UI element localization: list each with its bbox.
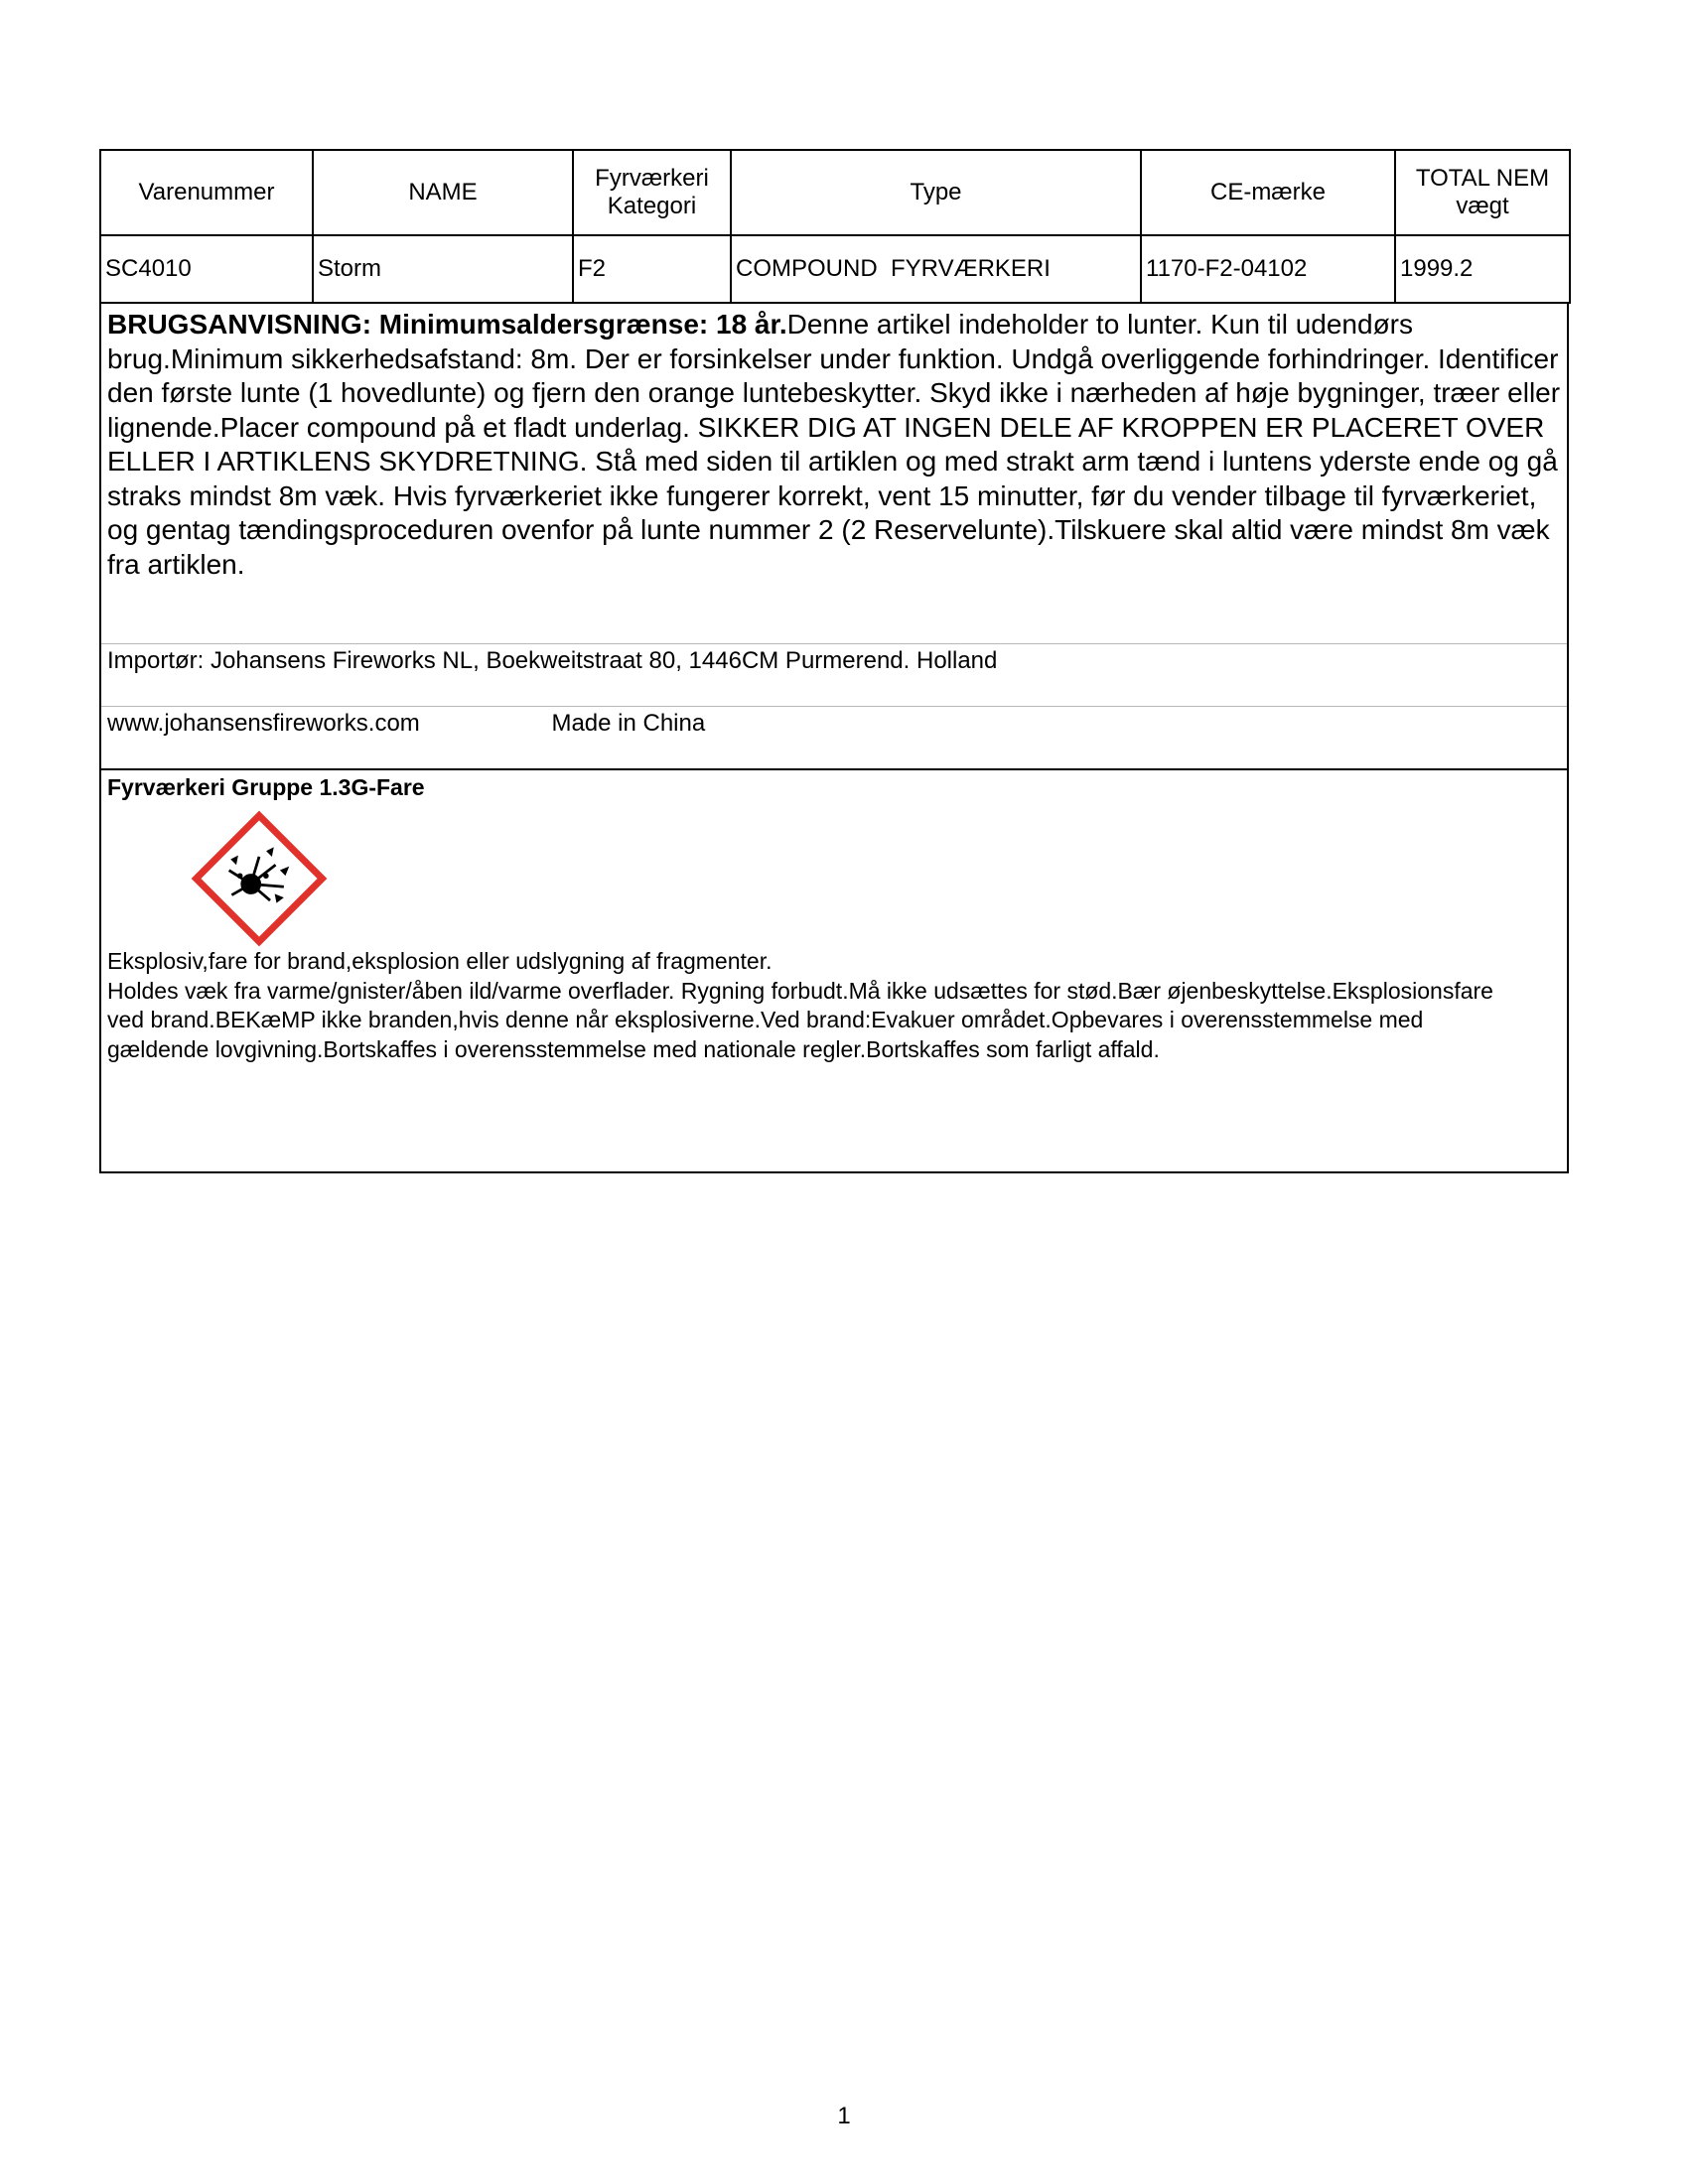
header-ce-maerke: CE-mærke <box>1141 150 1395 235</box>
product-table <box>99 149 1571 304</box>
explosive-ghs-icon <box>191 810 328 947</box>
cell-ce-maerke: 1170-F2-04102 <box>1141 235 1395 303</box>
instructions-lead: BRUGSANVISNING: Minimumsaldersgrænse: 18 år. <box>107 309 787 340</box>
cell-varenummer: SC4010 <box>100 235 313 303</box>
hazard-title: Fyrværkeri Gruppe 1.3G-Fare <box>107 774 425 800</box>
table-header-row <box>100 150 1570 235</box>
importer-line <box>101 643 1567 706</box>
header-type: Type <box>731 150 1141 235</box>
instructions-body: Denne artikel indeholder to lunter. Kun til udendørs brug.Minimum sikkerhedsafstand: 8m. Der er forsinkelser under funktion. Undgå overliggende forhindringer. Identificer den første lunte (1 hovedlunte) og fjern den orange luntebeskytter. Skyd ikke i nærheden af høje bygninger, træer eller lignende.Placer compound på et fladt underlag. SIKKER DIG AT INGEN DELE AF KROPPEN ER PLACERET OVER ELLER I ARTIKLENS SKYDRETNING. Stå med siden til artiklen og med strakt arm tænd i luntens yderste ende og gå straks mindst 8m væk. Hvis fyrværkeriet ikke fungerer korrekt, vent 15 minutter, før du vender tilbage til fyrværkeriet, og gentag tændingsproceduren ovenfor på lunte nummer 2 (2 Reservelunte).Tilskuere skal altid være mindst 8m væk fra artiklen. <box>107 309 1561 580</box>
website-line <box>101 706 1567 768</box>
header-total-nem: TOTAL NEM vægt <box>1395 150 1570 235</box>
hazard-section <box>101 768 1567 1171</box>
importer-text: Importør: Johansens Fireworks NL, Boekweitstraat 80, 1446CM Purmerend. Holland <box>107 647 998 674</box>
info-block <box>99 304 1569 1173</box>
page-number: 1 <box>837 2103 851 2129</box>
website-link[interactable]: www.johansensfireworks.com <box>107 710 420 737</box>
table-row <box>100 235 1570 303</box>
cell-total-nem: 1999.2 <box>1395 235 1570 303</box>
product-label-sheet <box>99 149 1567 1173</box>
origin-text: Made in China <box>551 710 706 737</box>
usage-instructions <box>101 304 1567 643</box>
header-varenummer: Varenummer <box>100 150 313 235</box>
hazard-line-2: Holdes væk fra varme/gnister/åben ild/varme overflader. Rygning forbudt.Må ikke udsættes for stød.Bær øjenbeskyttelse.Eksplosionsfare ved brand.BEKæMP ikke branden,hvis denne når eksplosiverne.Ved brand:Evakuer området.Opbevares i overensstemmelse med gældende lovgivning.Bortskaffes i overensstemmelse med nationale regler.Bortskaffes som farligt affald. <box>107 977 1493 1062</box>
hazard-statements <box>107 947 1497 1064</box>
header-kategori: Fyrværkeri Kategori <box>573 150 731 235</box>
cell-kategori: F2 <box>573 235 731 303</box>
header-name: NAME <box>313 150 573 235</box>
cell-name: Storm <box>313 235 573 303</box>
cell-type: COMPOUND FYRVÆRKERI <box>731 235 1141 303</box>
hazard-line-1: Eksplosiv,fare for brand,eksplosion eller udslygning af fragmenter. <box>107 948 773 974</box>
